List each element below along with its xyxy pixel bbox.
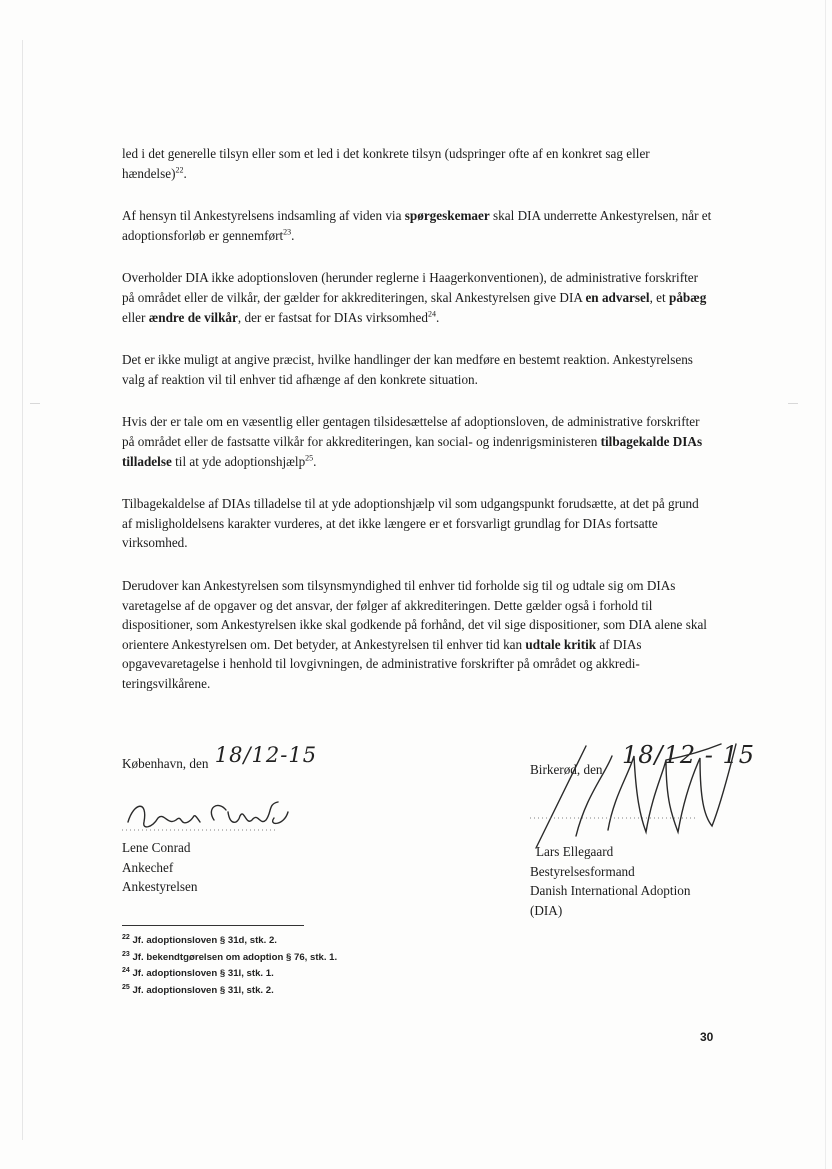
paragraph-p4: Det er ikke muligt at angive præcist, hvilke handlinger der kan medføre en bestemt reaktion. Ankestyrelsens valg af reaktion vil til enhver tid afhænge af den konkrete situation. [122, 352, 693, 387]
footnote: $^{24}$ Jf. adoptionsloven § 31l, stk. 1. [122, 967, 274, 980]
paragraph-p6: Tilbagekaldelse af DIAs tilladelse til at yde adoptionshjælp vil som udgangspunkt forudsætte, at det på grund af misligholdelsens karakter vurderes, at det ikke længere er et forsvarligt grundlag for DIAs fortsatte virksomhed. [122, 496, 699, 551]
handwritten-date-right: 18/12 - 15 [622, 741, 756, 769]
signatory-name-right: Lars Ellegaard [536, 844, 614, 859]
signatory-org-right-2: (DIA) [530, 902, 563, 918]
signature-block-right [530, 741, 790, 920]
place-label-right: Birkerød, den [530, 762, 603, 777]
signatory-title-right: Bestyrelsesformand [530, 863, 635, 879]
scan-edge-right [825, 0, 826, 1169]
footnote: $^{25}$ Jf. adoptionsloven § 31l, stk. 2. [122, 983, 274, 996]
paragraph-p3: Overholder DIA ikke adoptionsloven (herunder reglerne i Haagerkonventionen), de administrative forskrifter på området eller de vilkår, der gælder for akkrediteringen, skal Ankestyrelsen give DIA en advarsel, et påbæg eller ændre de vilkår, der er fastsat for DIAs virksomhed$^{24}$. [122, 270, 707, 325]
signature-area [122, 780, 422, 838]
footnote: $^{22}$ Jf. adoptionsloven § 31d, stk. 2. [122, 933, 277, 946]
body-text [122, 144, 712, 716]
punch-mark-right [788, 403, 798, 404]
signatory-org-left: Ankestyrelsen [122, 879, 198, 894]
paragraph-p2: Af hensyn til Ankestyrelsens indsamling af viden via spørgeskemaer skal DIA underrette Ankestyrelsen, når et adoptionsforløb er gennemført$^{23}$. [122, 208, 712, 243]
footnotes [122, 933, 522, 999]
scan-edge-left [22, 40, 23, 1140]
signatory-org-right-1: Danish International Adoption [530, 883, 691, 898]
signatory-title-left: Ankechef [122, 859, 174, 875]
footnote: $^{23}$ Jf. bekendtgørelsen om adoption § 76, stk. 1. [122, 950, 338, 963]
footnote-separator [122, 925, 304, 926]
place-date-line [122, 743, 422, 780]
signature-block-left [122, 743, 422, 897]
paragraph-p7: Derudover kan Ankestyrelsen som tilsynsmyndighed til enhver tid forholde sig til og udtale sig om DIAs varetagelse af de opgaver og det ansvar, der følger af akkrediteringen. Dette gælder også i forhold til dispositioner, som Ankestyrelsen ikke skal godkende på forhånd, det vil sige dispositioner, som DIA alene skal orientere Ankestyrelsen om. Det betyder, at Ankestyrelsen til enhver tid kan udtale kritik af DIAs opgavevaretagelse i henhold til lovgivningen, de administrative forskrifter på området og akkrediteringsvilkårene. [122, 577, 707, 691]
signature-text-left [122, 780, 123, 781]
paragraph-p5: Hvis der er tale om en væsentlig eller gentagen tilsidesættelse af adoptionsloven, de administrative forskrifter på området eller de fastsatte vilkår for akkrediteringen, kan social- og indenrigsministeren tilbagekalde DIAs tilladelse til at yde adoptionshjælp$^{25}$. [122, 414, 703, 469]
handwritten-signature-left [118, 782, 298, 838]
handwritten-date: 18/12-15 [214, 743, 318, 767]
paragraph-p1: led i det generelle tilsyn eller som et led i det konkrete tilsyn (udspringer ofte af en konkret sag eller hændelse)$^{22}$. [122, 146, 650, 181]
handwritten-signature-right [516, 736, 746, 856]
place-label: København, den [122, 756, 209, 771]
punch-mark-left [30, 403, 40, 404]
page-number: 30 [700, 1030, 714, 1044]
signatory-name-left: Lene Conrad [122, 840, 191, 855]
